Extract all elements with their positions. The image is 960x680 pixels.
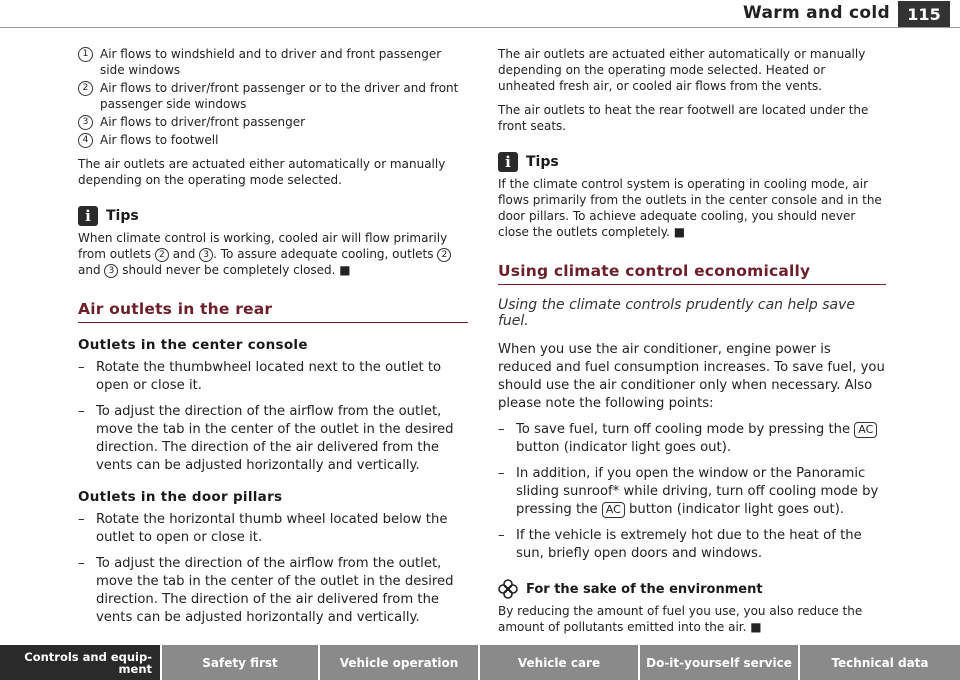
ac-key: AC [854,422,877,438]
list-item [78,132,468,148]
number-circle: 3 [78,115,93,130]
info-icon: i [78,206,98,226]
number-circle: 2 [437,248,451,262]
tab-do-it-yourself-service[interactable]: Do-it-yourself service [640,645,800,680]
header-rule [0,27,960,28]
list-item-text: Air flows to driver/front passenger [100,115,306,129]
tips-text: When climate control is working, cooled air will flow primarily from outlets 2 and 3 . To assure adequate cooling, outlets 2 and 3 should never be completely closed. ■ [78,230,468,278]
environment-label: For the sake of the environment [526,581,763,597]
number-circle: 2 [155,248,169,262]
tab-safety-first[interactable]: Safety first [162,645,320,680]
tab-vehicle-care[interactable]: Vehicle care [480,645,640,680]
tips-text: If the climate control system is operating in cooling mode, air flows primarily from the outlets in the center console and in the door pillars. To achieve adequate cooling, you should never close the outlets completely. ■ [498,177,882,239]
list-item [78,46,468,78]
list-item: – To save fuel, turn off cooling mode by pressing the AC button (indicator light goes out). [498,421,886,457]
ac-key: AC [602,502,625,518]
list-item [78,114,468,130]
environment-text: By reducing the amount of fuel you use, you also reduce the amount of pollutants emitted into the air. ■ [498,604,863,634]
environment-heading [498,579,886,599]
list-item-text: Air flows to windshield and to driver and front passenger side windows [100,47,442,77]
tips-heading [78,206,468,226]
left-column [78,46,468,635]
list-item: – In addition, if you open the window or the Panoramic sliding sunroof* while driving, turn off cooling mode by pressing the AC button (indicator light goes out). [498,465,886,519]
tips-label: Tips [526,154,559,170]
list-item: – Rotate the thumbwheel located next to the outlet to open or close it. [78,359,468,395]
list-item-text: Air flows to driver/front passenger or to the driver and front passenger side windows [100,81,459,111]
list-item: – Rotate the horizontal thumb wheel located below the outlet to open or close it. [78,511,468,547]
section-title: Using climate control economically [498,262,886,285]
list-item: – To adjust the direction of the airflow from the outlet, move the tab in the center of the outlet in the desired direction. The direction of the air delivered from the vents can be adjusted horizontally and vertically. [78,403,468,475]
tips-label: Tips [106,208,139,224]
page-number: 115 [898,1,950,28]
tab-vehicle-operation[interactable]: Vehicle operation [320,645,480,680]
section-title: Air outlets in the rear [78,300,468,323]
section-intro: Using the climate controls prudently can help save fuel. [498,297,855,329]
subsection-title: Outlets in the center console [78,337,308,353]
tips-heading [498,152,886,172]
info-icon: i [498,152,518,172]
tab-technical-data[interactable]: Technical data [800,645,960,680]
number-circle: 3 [199,248,213,262]
number-circle: 4 [78,133,93,148]
paragraph: When you use the air conditioner, engine power is reduced and fuel consumption increases. To save fuel, you should use the air conditioner only when necessary. Also please note the following points: [498,342,885,411]
subsection-title: Outlets in the door pillars [78,489,283,505]
page-header-title: Warm and cold [743,3,890,23]
number-circle: 2 [78,81,93,96]
leaf-flower-icon [498,579,518,599]
tab-controls-and-equipment[interactable]: Controls and equip- ment [0,645,162,680]
list-item-text: Air flows to footwell [100,133,219,147]
paragraph: The air outlets are actuated either automatically or manually depending on the operating mode selected. [78,157,446,187]
chapter-navigation [0,645,960,680]
list-item: – If the vehicle is extremely hot due to the heat of the sun, briefly open doors and windows. [498,527,886,563]
paragraph: The air outlets to heat the rear footwell are located under the front seats. [498,103,869,133]
paragraph: The air outlets are actuated either automatically or manually depending on the operating mode selected. Heated or unheated fresh air, or cooled air flows from the vents. [498,47,866,93]
right-column [498,46,886,643]
list-item [78,80,468,112]
list-item: – To adjust the direction of the airflow from the outlet, move the tab in the center of the outlet in the desired direction. The direction of the air delivered from the vents can be adjusted horizontally and vertically. [78,555,468,627]
number-circle: 3 [104,264,118,278]
number-circle: 1 [78,47,93,62]
